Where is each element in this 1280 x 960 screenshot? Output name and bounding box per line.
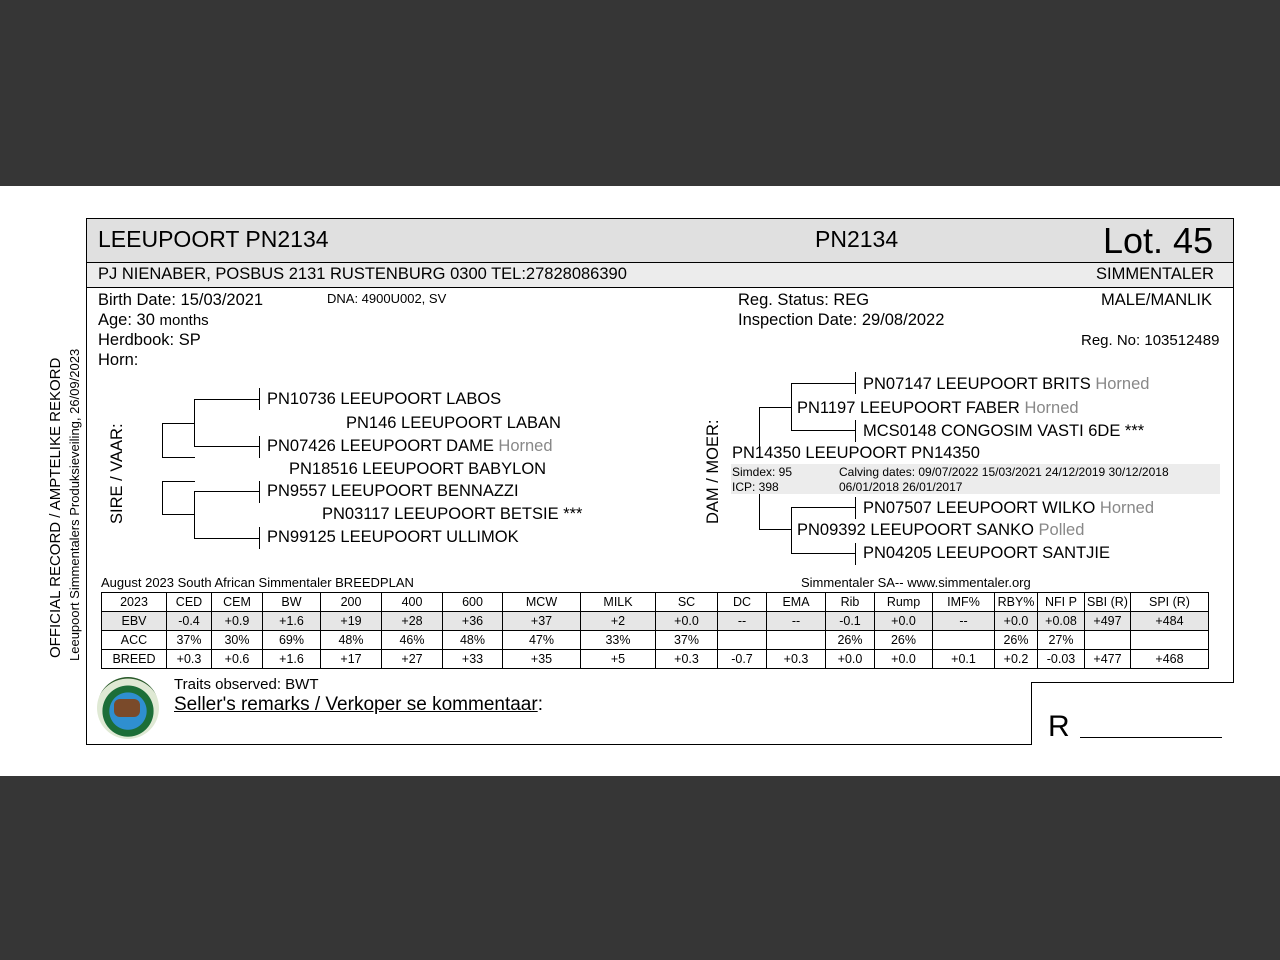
icp: ICP: 398 <box>732 480 779 494</box>
dna-info: DNA: 4900U002, SV <box>327 291 447 306</box>
table-cell: DC <box>718 593 767 612</box>
table-cell: MILK <box>581 593 656 612</box>
table-cell: +0.08 <box>1038 612 1085 631</box>
table-cell: +19 <box>321 612 382 631</box>
table-cell: +497 <box>1085 612 1131 631</box>
table-cell: +0.0 <box>875 612 933 631</box>
tree-line <box>855 420 856 442</box>
table-cell <box>933 631 995 650</box>
table-cell: 600 <box>443 593 503 612</box>
table-cell <box>1085 631 1131 650</box>
table-cell: SPI (R) <box>1131 593 1209 612</box>
sire-dam: PN03117 LEEUPOORT BETSIE *** <box>322 505 583 523</box>
table-cell: 48% <box>321 631 382 650</box>
horned-note: Horned <box>1095 375 1150 393</box>
table-cell: EMA <box>767 593 826 612</box>
table-cell: +5 <box>581 650 656 669</box>
table-cell: -- <box>933 612 995 631</box>
table-cell: BW <box>263 593 321 612</box>
registration-status: Reg. Status: REG <box>738 291 870 309</box>
table-cell: +1.6 <box>263 612 321 631</box>
sellers-remarks-label: Seller's remarks / Verkoper se kommentaar: <box>174 694 543 715</box>
tree-line <box>162 514 195 515</box>
tree-line <box>194 491 260 492</box>
sire-label: SIRE / VAAR: <box>108 423 126 524</box>
table-cell: CEM <box>212 593 263 612</box>
tree-line <box>162 481 163 514</box>
polled-note: Polled <box>1038 521 1085 539</box>
dam-dam: PN09392 LEEUPOORT SANKO Polled <box>797 521 1085 539</box>
price-underline <box>1080 737 1222 738</box>
society-caption: Simmentaler SA-- www.simmentaler.org <box>801 575 1031 590</box>
table-cell: +484 <box>1131 612 1209 631</box>
calving-dates-continued: 06/01/2018 26/01/2017 <box>839 480 963 494</box>
table-cell: Rib <box>826 593 875 612</box>
table-cell: IMF% <box>933 593 995 612</box>
inspection-date: Inspection Date: 29/08/2022 <box>738 311 945 329</box>
simdex: Simdex: 95 <box>732 465 793 479</box>
tree-line <box>162 481 195 482</box>
table-cell: +1.6 <box>263 650 321 669</box>
sex-label: MALE/MANLIK <box>1101 291 1212 309</box>
frame-left <box>86 218 87 745</box>
table-cell: +468 <box>1131 650 1209 669</box>
tree-line <box>194 446 260 447</box>
tree-line <box>791 507 792 554</box>
horned-note: Horned <box>1024 399 1079 417</box>
tree-line <box>194 399 195 446</box>
price-box-top <box>1031 682 1234 683</box>
horned-note: Horned <box>498 437 553 455</box>
tree-line <box>259 481 260 503</box>
table-cell: +0.0 <box>656 612 718 631</box>
table-cell: 30% <box>212 631 263 650</box>
table-cell: -0.1 <box>826 612 875 631</box>
tree-line <box>791 430 856 431</box>
breed-label: SIMMENTALER <box>1096 265 1214 283</box>
table-row <box>102 631 1209 650</box>
table-cell: +27 <box>382 650 443 669</box>
table-cell: 37% <box>167 631 212 650</box>
sire-dam-dam: PN99125 LEEUPOORT ULLIMOK <box>267 528 519 546</box>
tree-line <box>791 507 856 508</box>
table-cell: +0.3 <box>767 650 826 669</box>
table-cell <box>1131 631 1209 650</box>
table-cell: 400 <box>382 593 443 612</box>
tree-line <box>791 383 856 384</box>
tree-line <box>791 383 792 430</box>
breedplan-table <box>101 592 1209 669</box>
table-cell: +0.0 <box>875 650 933 669</box>
frame-right <box>1233 218 1234 683</box>
table-cell: +33 <box>443 650 503 669</box>
table-cell: EBV <box>102 612 167 631</box>
table-cell: 26% <box>826 631 875 650</box>
dam-sire: PN1197 LEEUPOORT FABER Horned <box>797 399 1079 417</box>
simmentaler-logo <box>97 677 159 739</box>
table-cell: +477 <box>1085 650 1131 669</box>
table-cell: 69% <box>263 631 321 650</box>
table-cell: -0.7 <box>718 650 767 669</box>
table-cell: 26% <box>875 631 933 650</box>
owner-details: PJ NIENABER, POSBUS 2131 RUSTENBURG 0300 TEL:27828086390 <box>98 265 627 283</box>
tree-line <box>162 423 163 458</box>
table-cell: NFI P <box>1038 593 1085 612</box>
table-cell: +17 <box>321 650 382 669</box>
dam-sire-dam: MCS0148 CONGOSIM VASTI 6DE *** <box>863 422 1145 440</box>
table-cell: 2023 <box>102 593 167 612</box>
table-cell: +0.0 <box>826 650 875 669</box>
dam-sire-sire: PN07147 LEEUPOORT BRITS Horned <box>863 375 1150 393</box>
table-header-row <box>102 593 1209 612</box>
tree-line <box>259 436 260 458</box>
animal-name: LEEUPOORT PN2134 <box>98 226 329 252</box>
lot-number: Lot. 45 <box>1103 220 1214 261</box>
tree-line <box>791 553 856 554</box>
table-cell: +35 <box>503 650 581 669</box>
breedplan-caption: August 2023 South African Simmentaler BREEDPLAN <box>101 575 414 590</box>
sire-sire: PN146 LEEUPOORT LABAN <box>346 414 561 432</box>
table-cell: SC <box>656 593 718 612</box>
price-box-left <box>1031 682 1032 745</box>
herdbook: Herdbook: SP <box>98 331 201 349</box>
table-cell: +0.3 <box>167 650 212 669</box>
table-cell: 27% <box>1038 631 1085 650</box>
table-cell: CED <box>167 593 212 612</box>
tree-line <box>259 388 260 410</box>
tree-line <box>855 372 856 394</box>
tree-line <box>759 494 760 530</box>
table-cell: -- <box>718 612 767 631</box>
official-record-label: OFFICIAL RECORD / AMPTELIKE REKORD <box>47 357 64 658</box>
frame-bottom <box>86 744 1032 745</box>
tree-line <box>759 529 792 530</box>
dam-dam-sire: PN07507 LEEUPOORT WILKO Horned <box>863 499 1155 517</box>
tree-line <box>194 538 260 539</box>
table-cell: 200 <box>321 593 382 612</box>
table-cell: +0.6 <box>212 650 263 669</box>
table-cell: Rump <box>875 593 933 612</box>
sire-sire-sire: PN10736 LEEUPOORT LABOS <box>267 390 502 408</box>
dam-label: DAM / MOER: <box>704 419 722 524</box>
calving-dates: Calving dates: 09/07/2022 15/03/2021 24/12/2019 30/12/2018 <box>839 465 1169 479</box>
birth-date: Birth Date: 15/03/2021 <box>98 291 264 309</box>
dam-name: PN14350 LEEUPOORT PN14350 <box>732 444 980 462</box>
table-cell: 33% <box>581 631 656 650</box>
sire-name: PN18516 LEEUPOORT BABYLON <box>289 460 547 478</box>
table-cell <box>767 631 826 650</box>
table-cell: 48% <box>443 631 503 650</box>
horned-note: Horned <box>1099 499 1155 517</box>
tree-line <box>759 407 792 408</box>
table-cell: -- <box>767 612 826 631</box>
table-cell: 26% <box>995 631 1038 650</box>
table-cell: SBI (R) <box>1085 593 1131 612</box>
age: Age: 30 months <box>98 311 209 329</box>
table-cell: ACC <box>102 631 167 650</box>
horn-status: Horn: <box>98 351 139 369</box>
tree-line <box>259 527 260 549</box>
table-cell: -0.4 <box>167 612 212 631</box>
tree-line <box>162 423 195 424</box>
table-cell: +28 <box>382 612 443 631</box>
table-cell: +36 <box>443 612 503 631</box>
auction-label: Leeupoort Simmentalers Produksieveiling, 26/09/2023 <box>67 348 82 661</box>
tree-line <box>162 457 195 458</box>
table-cell: RBY% <box>995 593 1038 612</box>
table-cell: +2 <box>581 612 656 631</box>
table-cell: +0.1 <box>933 650 995 669</box>
tree-line <box>194 491 195 538</box>
table-row <box>102 612 1209 631</box>
table-cell: BREED <box>102 650 167 669</box>
price-field[interactable]: R <box>1048 710 1070 743</box>
animal-id: PN2134 <box>815 226 899 252</box>
registration-number: Reg. No: 103512489 <box>1081 332 1220 349</box>
table-cell: 37% <box>656 631 718 650</box>
tree-line <box>855 497 856 519</box>
table-cell: -0.03 <box>1038 650 1085 669</box>
dam-dam-dam: PN04205 LEEUPOORT SANTJIE <box>863 544 1110 562</box>
table-cell: +37 <box>503 612 581 631</box>
sire-dam-sire: PN9557 LEEUPOORT BENNAZZI <box>267 482 519 500</box>
table-row <box>102 650 1209 669</box>
table-cell: +0.3 <box>656 650 718 669</box>
tree-line <box>759 407 760 447</box>
tree-line <box>194 399 260 400</box>
table-cell: 46% <box>382 631 443 650</box>
traits-observed: Traits observed: BWT <box>174 676 319 693</box>
table-cell: 47% <box>503 631 581 650</box>
frame-top <box>86 218 1234 219</box>
table-cell: +0.2 <box>995 650 1038 669</box>
table-cell <box>718 631 767 650</box>
table-cell: +0.0 <box>995 612 1038 631</box>
table-cell: +0.9 <box>212 612 263 631</box>
cow-icon <box>114 699 140 717</box>
tree-line <box>855 543 856 565</box>
table-cell: MCW <box>503 593 581 612</box>
sire-sire-dam: PN07426 LEEUPOORT DAME Horned <box>267 437 553 455</box>
